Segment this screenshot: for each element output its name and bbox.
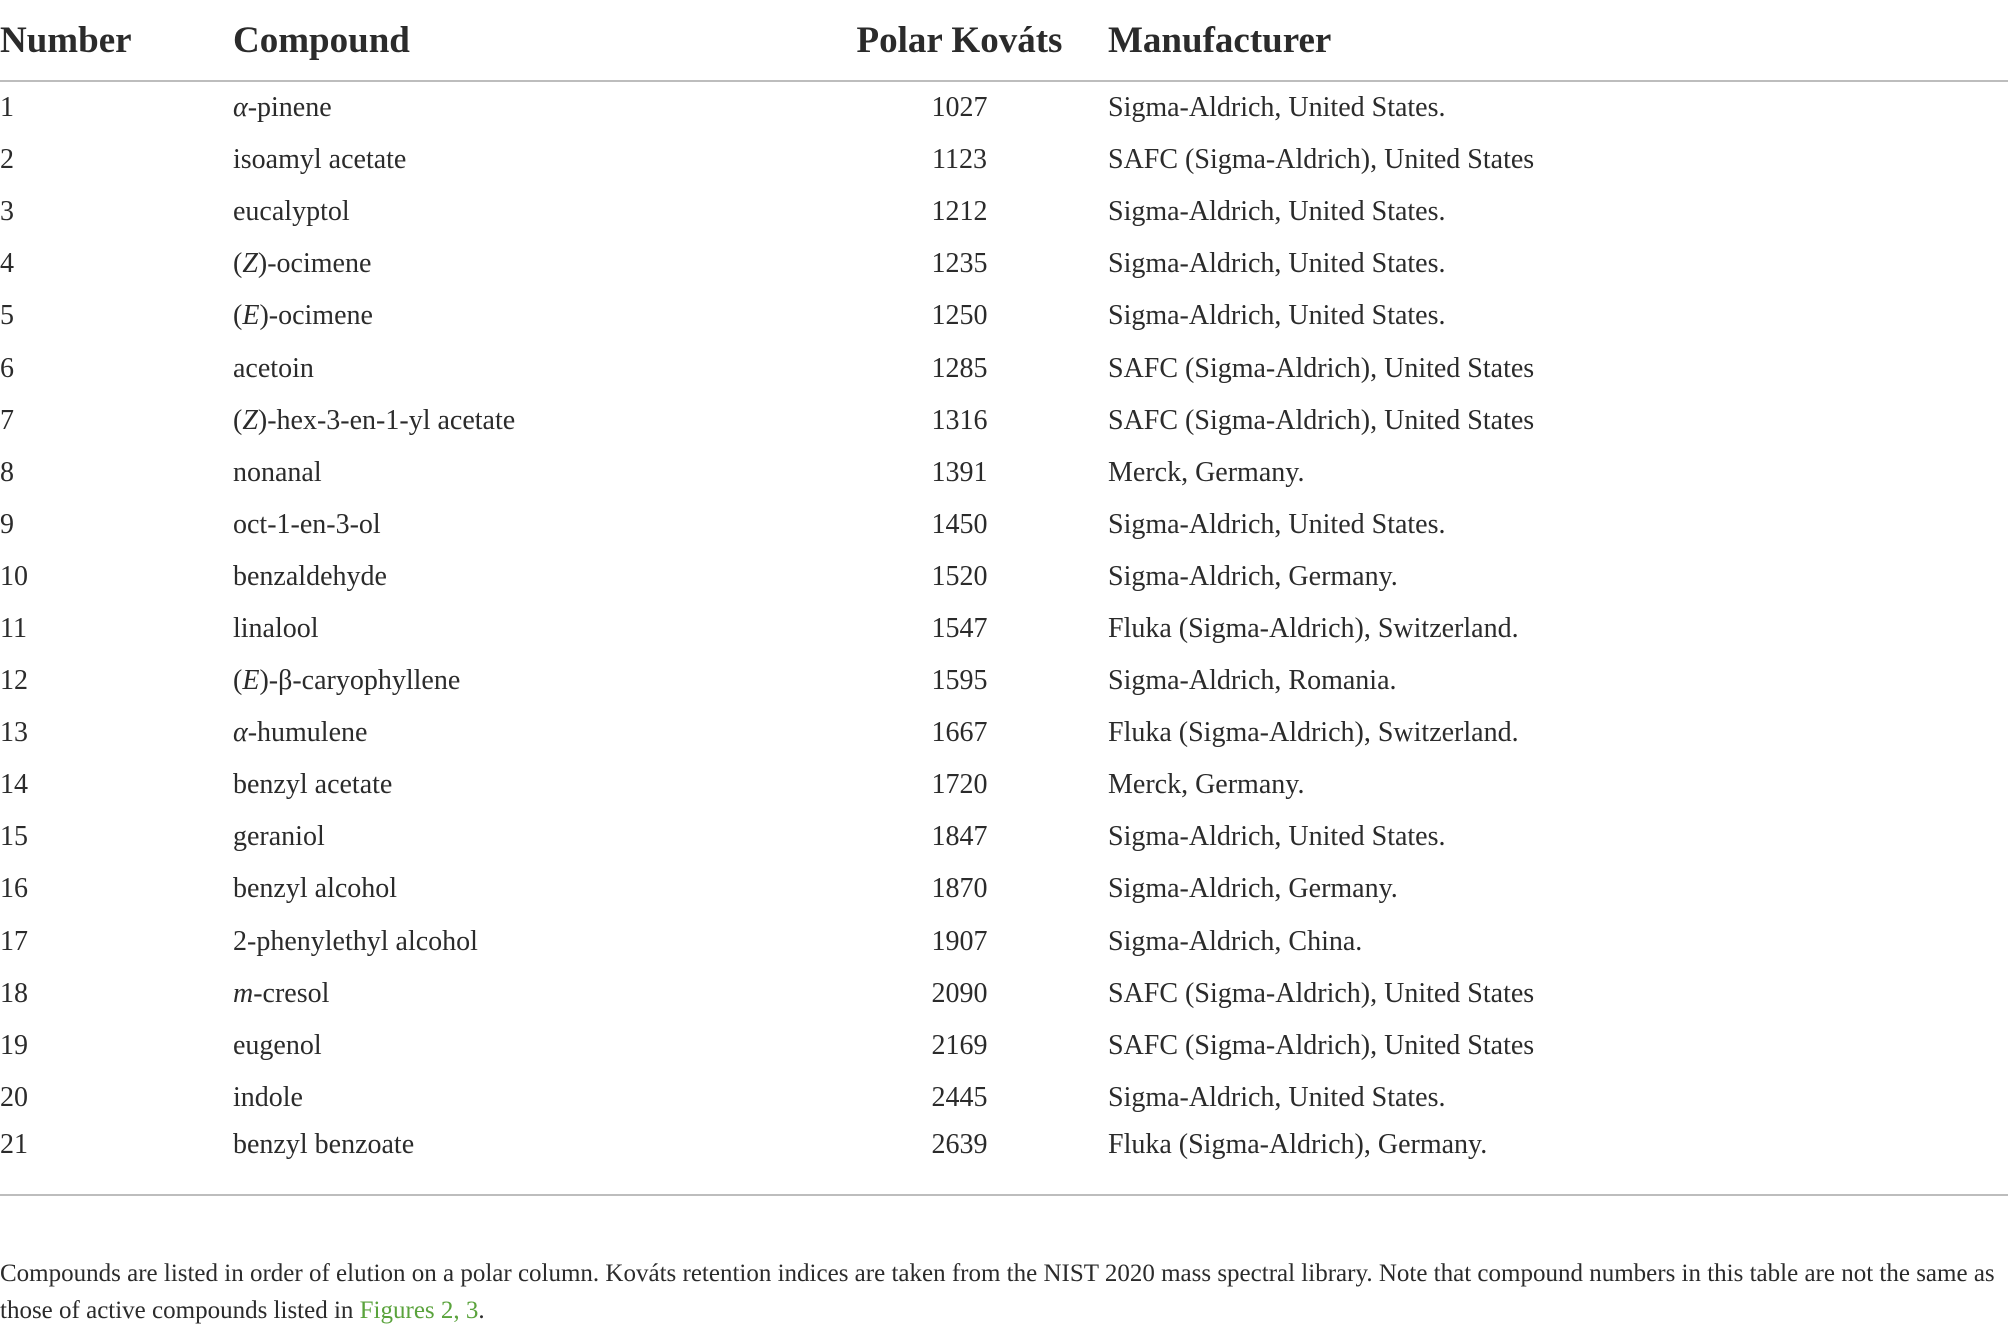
cell-manufacturer: Sigma-Aldrich, China. — [1108, 925, 1363, 957]
table-row — [0, 342, 2008, 394]
table-row — [0, 551, 2008, 603]
table-row — [0, 186, 2008, 238]
cell-number: 2 — [0, 144, 14, 176]
table-row — [0, 863, 2008, 915]
table-row — [0, 1072, 2008, 1124]
header-number: Number — [0, 0, 233, 81]
footnote-text: Compounds are listed in order of elution on a polar column. Kováts retention indices are taken from the NIST 2020 mass spectral library. Note that compound numbers in this table are not the same as those of active compounds listed in — [0, 1260, 1995, 1324]
cell-polar-kovats: 1285 — [931, 352, 988, 384]
cell-compound — [233, 655, 811, 707]
cell-polar-kovats: 1720 — [931, 769, 988, 801]
table-row — [0, 916, 2008, 968]
compound-italic-part: E — [242, 300, 260, 332]
compound-prefix: ( — [233, 300, 243, 332]
cell-polar-kovats: 1316 — [931, 404, 988, 436]
compound-prefix: ( — [233, 404, 243, 436]
table-bottom-rule — [0, 1194, 2008, 1196]
compound-name: nonanal — [233, 456, 322, 488]
cell-compound — [233, 186, 811, 238]
compound-italic-part: Z — [242, 248, 258, 280]
cell-compound — [233, 395, 811, 447]
compound-name: eugenol — [233, 1029, 322, 1061]
compound-name: acetoin — [233, 352, 314, 384]
cell-manufacturer: Sigma-Aldrich, Romania. — [1108, 665, 1397, 697]
cell-compound — [233, 916, 811, 968]
table-row — [0, 1020, 2008, 1072]
compound-prefix: ( — [233, 665, 243, 697]
compound-name: benzyl alcohol — [233, 873, 398, 905]
header-polar-kovats: Polar Kováts — [811, 0, 1108, 81]
compound-italic-part: Z — [242, 404, 258, 436]
cell-compound — [233, 499, 811, 551]
cell-manufacturer: Sigma-Aldrich, United States. — [1108, 300, 1446, 332]
cell-manufacturer: Fluka (Sigma-Aldrich), Germany. — [1108, 1128, 1488, 1160]
cell-number: 13 — [0, 717, 28, 749]
cell-manufacturer: Sigma-Aldrich, United States. — [1108, 821, 1446, 853]
cell-number: 7 — [0, 404, 14, 436]
compound-italic-part: α — [233, 717, 248, 749]
cell-number: 19 — [0, 1029, 28, 1061]
cell-number: 16 — [0, 873, 28, 905]
cell-manufacturer: Sigma-Aldrich, United States. — [1108, 196, 1446, 228]
cell-number: 5 — [0, 300, 14, 332]
table-row — [0, 811, 2008, 863]
table-row — [0, 447, 2008, 499]
cell-polar-kovats: 1212 — [931, 196, 988, 228]
compound-name: indole — [233, 1081, 303, 1113]
cell-number: 18 — [0, 977, 28, 1009]
cell-number: 10 — [0, 560, 28, 592]
cell-compound — [233, 968, 811, 1020]
cell-manufacturer: SAFC (Sigma-Aldrich), United States — [1108, 144, 1535, 176]
header-manufacturer: Manufacturer — [1108, 0, 2008, 81]
cell-compound — [233, 1124, 811, 1182]
cell-polar-kovats: 1123 — [932, 144, 987, 176]
compound-name: -cresol — [253, 977, 330, 1009]
cell-polar-kovats: 2169 — [931, 1029, 988, 1061]
cell-number: 3 — [0, 196, 14, 228]
cell-number: 1 — [0, 92, 14, 124]
cell-manufacturer: Merck, Germany. — [1108, 769, 1305, 801]
cell-compound — [233, 238, 811, 290]
compound-name: linalool — [233, 612, 319, 644]
cell-manufacturer: Sigma-Aldrich, United States. — [1108, 248, 1446, 280]
figures-link[interactable]: Figures 2, 3 — [359, 1297, 479, 1324]
table-row — [0, 968, 2008, 1020]
cell-compound — [233, 759, 811, 811]
cell-polar-kovats: 2090 — [931, 977, 988, 1009]
cell-compound — [233, 863, 811, 915]
cell-compound — [233, 1072, 811, 1124]
compound-name: geraniol — [233, 821, 325, 853]
cell-polar-kovats: 1595 — [931, 665, 988, 697]
cell-number: 14 — [0, 769, 28, 801]
compound-italic-part: α — [233, 92, 248, 124]
cell-polar-kovats: 1250 — [931, 300, 988, 332]
cell-polar-kovats: 1870 — [931, 873, 988, 905]
cell-polar-kovats: 2639 — [931, 1128, 988, 1160]
cell-number: 4 — [0, 248, 14, 280]
cell-polar-kovats: 1235 — [931, 248, 988, 280]
table-row — [0, 1124, 2008, 1182]
cell-manufacturer: Sigma-Aldrich, United States. — [1108, 508, 1446, 540]
cell-manufacturer: Fluka (Sigma-Aldrich), Switzerland. — [1108, 612, 1519, 644]
cell-polar-kovats: 1391 — [931, 456, 988, 488]
cell-number: 21 — [0, 1128, 28, 1160]
table-row — [0, 603, 2008, 655]
table-row — [0, 290, 2008, 342]
cell-number: 17 — [0, 925, 28, 957]
table-row — [0, 707, 2008, 759]
cell-polar-kovats: 2445 — [931, 1081, 988, 1113]
cell-manufacturer: Sigma-Aldrich, United States. — [1108, 92, 1446, 124]
cell-number: 9 — [0, 508, 14, 540]
table-row — [0, 134, 2008, 186]
cell-compound — [233, 134, 811, 186]
header-compound: Compound — [233, 0, 811, 81]
compound-name: benzaldehyde — [233, 560, 387, 592]
compound-italic-part: m — [233, 977, 254, 1009]
table-row — [0, 655, 2008, 707]
cell-number: 20 — [0, 1081, 28, 1113]
compound-name: )-ocimene — [257, 248, 372, 280]
cell-number: 6 — [0, 352, 14, 384]
table-row — [0, 759, 2008, 811]
cell-compound — [233, 447, 811, 499]
compound-name: )-β-caryophyllene — [259, 665, 461, 697]
cell-compound — [233, 342, 811, 394]
table-footnote — [0, 1255, 2000, 1329]
compound-name: 2-phenylethyl alcohol — [233, 925, 478, 957]
footnote-end: . — [478, 1297, 485, 1324]
table-row — [0, 81, 2008, 134]
cell-manufacturer: Sigma-Aldrich, Germany. — [1108, 873, 1398, 905]
cell-compound — [233, 81, 811, 134]
cell-polar-kovats: 1667 — [931, 717, 988, 749]
compound-name: -humulene — [247, 717, 368, 749]
compound-italic-part: E — [242, 665, 260, 697]
cell-compound — [233, 811, 811, 863]
cell-compound — [233, 603, 811, 655]
cell-manufacturer: SAFC (Sigma-Aldrich), United States — [1108, 404, 1535, 436]
header-row — [0, 0, 2008, 81]
cell-compound — [233, 290, 811, 342]
compound-name: benzyl acetate — [233, 769, 393, 801]
cell-number: 15 — [0, 821, 28, 853]
cell-compound — [233, 1020, 811, 1072]
cell-manufacturer: Fluka (Sigma-Aldrich), Switzerland. — [1108, 717, 1519, 749]
compound-name: )-ocimene — [259, 300, 373, 332]
cell-number: 11 — [0, 612, 27, 644]
table-row — [0, 238, 2008, 290]
table-row — [0, 395, 2008, 447]
cell-polar-kovats: 1027 — [931, 92, 988, 124]
compound-prefix: ( — [233, 248, 243, 280]
compound-name: -pinene — [247, 92, 332, 124]
table-row — [0, 499, 2008, 551]
cell-number: 12 — [0, 665, 28, 697]
cell-polar-kovats: 1907 — [931, 925, 988, 957]
compound-name: isoamyl acetate — [233, 144, 407, 176]
cell-manufacturer: Merck, Germany. — [1108, 456, 1305, 488]
cell-compound — [233, 551, 811, 603]
cell-polar-kovats: 1847 — [931, 821, 988, 853]
cell-manufacturer: SAFC (Sigma-Aldrich), United States — [1108, 352, 1535, 384]
cell-compound — [233, 707, 811, 759]
cell-polar-kovats: 1520 — [931, 560, 988, 592]
cell-polar-kovats: 1450 — [931, 508, 988, 540]
cell-number: 8 — [0, 456, 14, 488]
table-header — [0, 0, 2008, 81]
table-body — [0, 81, 2008, 1182]
compound-name: benzyl benzoate — [233, 1128, 415, 1160]
compound-name: eucalyptol — [233, 196, 350, 228]
cell-manufacturer: Sigma-Aldrich, Germany. — [1108, 560, 1398, 592]
cell-polar-kovats: 1547 — [931, 612, 988, 644]
cell-manufacturer: SAFC (Sigma-Aldrich), United States — [1108, 977, 1535, 1009]
cell-manufacturer: Sigma-Aldrich, United States. — [1108, 1081, 1446, 1113]
compound-name: )-hex-3-en-1-yl acetate — [257, 404, 516, 436]
compound-name: oct-1-en-3-ol — [233, 508, 381, 540]
cell-manufacturer: SAFC (Sigma-Aldrich), United States — [1108, 1029, 1535, 1061]
